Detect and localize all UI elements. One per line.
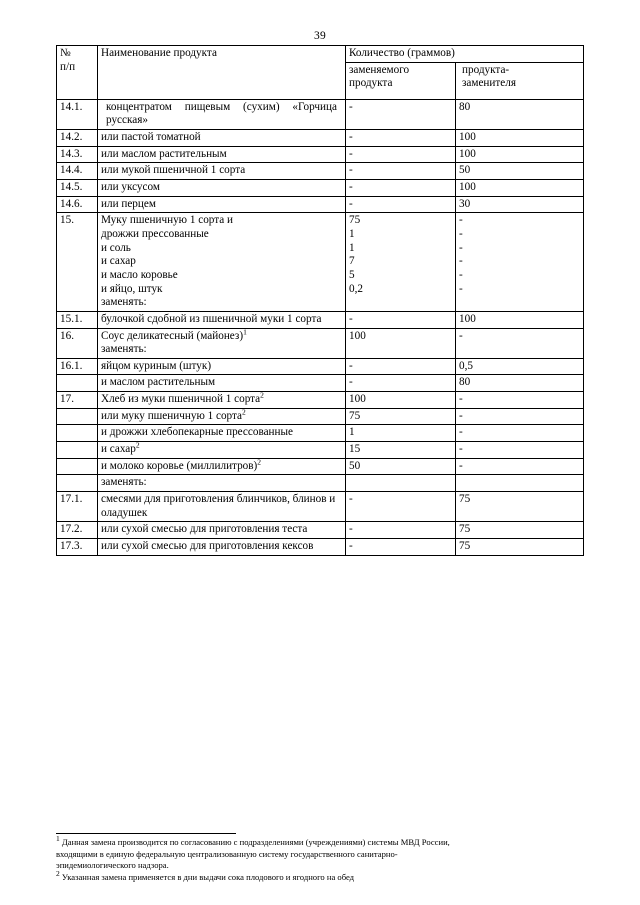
footnote-1-line2: входящими в единую федеральную централизованную систему государственного санитарно- — [56, 848, 398, 859]
row-replaced-qty: - — [346, 311, 456, 328]
row-name — [98, 99, 346, 129]
row-number — [57, 458, 98, 475]
footnote-2 — [56, 868, 594, 883]
table-row — [57, 358, 584, 375]
table-row — [57, 328, 584, 358]
row-name: или сухой смесью для приготовления кексов — [98, 539, 346, 556]
row-number — [57, 375, 98, 392]
footnotes-section — [56, 833, 594, 883]
footnote-ref: 2 — [135, 440, 140, 450]
row-name: яйцом куриным (штук) — [98, 358, 346, 375]
row-name: или пастой томатной — [98, 129, 346, 146]
row-replaced-qty: - — [346, 196, 456, 213]
row-replaced-qty: - — [346, 375, 456, 392]
row-replaced-qty: 100 — [346, 392, 456, 409]
table-row — [57, 522, 584, 539]
row-substitute-qty: - — [456, 392, 584, 409]
replacement-norms-table — [56, 45, 584, 556]
row-number: 15. — [57, 213, 98, 312]
row-name-line: заменять: — [101, 296, 147, 309]
row-replaced-qty: - — [346, 492, 456, 522]
row-number: 16. — [57, 328, 98, 358]
footnote-separator — [56, 833, 236, 834]
row-substitute-qty: 75 — [456, 539, 584, 556]
table-row — [57, 129, 584, 146]
row-substitute-qty — [456, 328, 584, 358]
table-row — [57, 311, 584, 328]
row-number: 15.1. — [57, 311, 98, 328]
row-name — [98, 213, 346, 312]
table-row — [57, 539, 584, 556]
row-substitute-qty: 80 — [456, 99, 584, 129]
row-name-line1: смесями для приготовления блинчиков, блинов и — [101, 493, 336, 506]
row-name: или маслом растительным — [98, 146, 346, 163]
table-row — [57, 392, 584, 409]
row-name: и сахар$^2$ — [98, 442, 346, 459]
row-name-line: дрожжи прессованные — [101, 227, 209, 240]
footnote-1-line1: Данная замена производится по согласованию с подразделениями (учреждениями) системы МВД России, — [61, 837, 450, 848]
row-replaced-qty: 1 — [346, 425, 456, 442]
row-number: 14.5. — [57, 179, 98, 196]
footnote-1 — [56, 834, 594, 848]
qty-line: - — [459, 268, 463, 281]
row-name-line1: концентратом пищевым (сухим) «Горчица — [106, 100, 337, 113]
row-replaced-qty: - — [346, 358, 456, 375]
row-name-line: и соль — [101, 241, 131, 254]
qty-line: - — [459, 282, 463, 295]
row-replaced-qty: - — [346, 539, 456, 556]
row-substitute-qty: 75 — [456, 522, 584, 539]
row-name — [98, 328, 346, 358]
row-replaced-qty: 15 — [346, 442, 456, 459]
row-substitute-qty: 80 — [456, 375, 584, 392]
row-replaced-qty: - — [346, 179, 456, 196]
table-row — [57, 163, 584, 180]
footnote-2-text: Указанная замена применяется в дни выдачи сока плодового и ягодного на обед — [61, 871, 355, 882]
qty-line — [349, 343, 452, 357]
header-cell-quantity: Количество (граммов) — [346, 46, 584, 63]
row-number: 14.1. — [57, 99, 98, 129]
row-substitute-qty: - — [456, 408, 584, 425]
row-substitute-qty: - — [456, 442, 584, 459]
row-name-line: Соус деликатесный (майонез)$^1$ — [101, 326, 247, 342]
qty-line: 1 — [349, 227, 355, 240]
row-name-line: и масло коровье — [101, 268, 178, 281]
row-substitute-qty: 0,5 — [456, 358, 584, 375]
row-number: 14.3. — [57, 146, 98, 163]
row-substitute-qty: 30 — [456, 196, 584, 213]
table-row — [57, 475, 584, 492]
row-number: 14.2. — [57, 129, 98, 146]
row-name — [98, 492, 346, 522]
footnote-1-line2-wrap — [56, 849, 594, 860]
footnote-ref: 1 — [243, 326, 247, 336]
row-replaced-qty: - — [346, 163, 456, 180]
row-substitute-qty: - — [456, 458, 584, 475]
footnote-2-marker: 2 — [56, 868, 60, 878]
row-name: или уксусом — [98, 179, 346, 196]
qty-line: - — [459, 241, 463, 254]
table-row — [57, 179, 584, 196]
footnote-1-line3-wrap — [56, 860, 594, 871]
row-replaced-qty: 75 — [346, 408, 456, 425]
row-substitute-qty: 100 — [456, 129, 584, 146]
header-replaced-line1: заменяемого — [349, 63, 410, 76]
table-row — [57, 492, 584, 522]
row-name-line2: русская» — [106, 114, 148, 127]
row-name: или сухой смесью для приготовления теста — [98, 522, 346, 539]
qty-line: - — [459, 329, 463, 342]
page-number: 39 — [314, 30, 326, 42]
row-substitute-qty: 100 — [456, 179, 584, 196]
row-substitute-qty: 100 — [456, 146, 584, 163]
header-number-line2: п/п — [60, 60, 76, 73]
row-name-line: и яйцо, штук — [101, 282, 163, 295]
row-name: или перцем — [98, 196, 346, 213]
qty-line: 1 — [349, 241, 355, 254]
header-substitute-line2: заменителя — [462, 77, 516, 90]
qty-line: 7 — [349, 255, 355, 268]
row-name-line: и сахар — [101, 255, 136, 268]
row-name: заменять: — [98, 475, 346, 492]
row-name: или мукой пшеничной 1 сорта — [98, 163, 346, 180]
header-cell-product-name: Наименование продукта — [98, 46, 346, 100]
row-number: 14.6. — [57, 196, 98, 213]
table-row — [57, 213, 584, 312]
qty-line: - — [459, 227, 463, 240]
footnote-ref: 2 — [260, 390, 264, 400]
table-row — [57, 425, 584, 442]
row-substitute-qty: 75 — [456, 492, 584, 522]
row-substitute-qty — [456, 213, 584, 312]
row-name: Хлеб из муки пшеничной 1 сорта$^2$ — [98, 392, 346, 409]
footnote-ref: 2 — [242, 407, 246, 417]
row-name: булочкой сдобной из пшеничной муки 1 сорта — [98, 311, 346, 328]
footnote-1-marker: 1 — [56, 834, 60, 844]
row-name: и дрожжи хлебопекарные прессованные — [98, 425, 346, 442]
header-number-line1: № — [60, 47, 71, 59]
row-number: 16.1. — [57, 358, 98, 375]
table-row — [57, 99, 584, 129]
header-cell-substitute-product — [456, 62, 584, 99]
footnote-ref: 2 — [257, 457, 262, 467]
row-replaced-qty: - — [346, 99, 456, 129]
qty-line — [349, 296, 452, 310]
row-substitute-qty: - — [456, 425, 584, 442]
row-replaced-qty — [346, 213, 456, 312]
row-name: или муку пшеничную 1 сорта$^2$ — [98, 408, 346, 425]
row-name-line: Муку пшеничную 1 сорта и — [101, 214, 234, 227]
row-number: 17.2. — [57, 522, 98, 539]
header-cell-number — [57, 46, 98, 100]
row-number: 17. — [57, 392, 98, 409]
row-number: 14.4. — [57, 163, 98, 180]
qty-line — [459, 296, 580, 310]
table-row — [57, 442, 584, 459]
row-number: 17.1. — [57, 492, 98, 522]
row-number — [57, 475, 98, 492]
qty-line: 100 — [349, 329, 366, 342]
row-replaced-qty: - — [346, 129, 456, 146]
table-header-row-1 — [57, 46, 584, 63]
row-replaced-qty — [346, 328, 456, 358]
row-substitute-qty — [456, 475, 584, 492]
row-replaced-qty — [346, 475, 456, 492]
header-substitute-line1: продукта- — [462, 63, 510, 76]
row-number — [57, 425, 98, 442]
row-replaced-qty: - — [346, 146, 456, 163]
qty-line: 0,2 — [349, 282, 363, 295]
footnote-1-line3: эпидемиологического надзора. — [56, 860, 169, 871]
table-row — [57, 375, 584, 392]
table-row — [57, 458, 584, 475]
qty-line: 5 — [349, 268, 355, 281]
row-substitute-qty: 100 — [456, 311, 584, 328]
qty-line: 75 — [349, 214, 361, 227]
row-name: и молоко коровье (миллилитров)$^2$ — [98, 458, 346, 475]
row-name-line2: оладушек — [101, 506, 148, 519]
qty-line: - — [459, 214, 463, 227]
row-substitute-qty: 50 — [456, 163, 584, 180]
qty-line: - — [459, 255, 463, 268]
row-replaced-qty: 50 — [346, 458, 456, 475]
row-number: 17.3. — [57, 539, 98, 556]
table-row — [57, 196, 584, 213]
header-replaced-line2: продукта — [349, 77, 393, 90]
row-name-line: заменять: — [101, 343, 147, 356]
table-row — [57, 408, 584, 425]
row-name: и маслом растительным — [98, 375, 346, 392]
qty-line — [459, 343, 580, 357]
table-row — [57, 146, 584, 163]
row-number — [57, 442, 98, 459]
header-cell-replaced-product — [346, 62, 456, 99]
row-replaced-qty: - — [346, 522, 456, 539]
row-number — [57, 408, 98, 425]
